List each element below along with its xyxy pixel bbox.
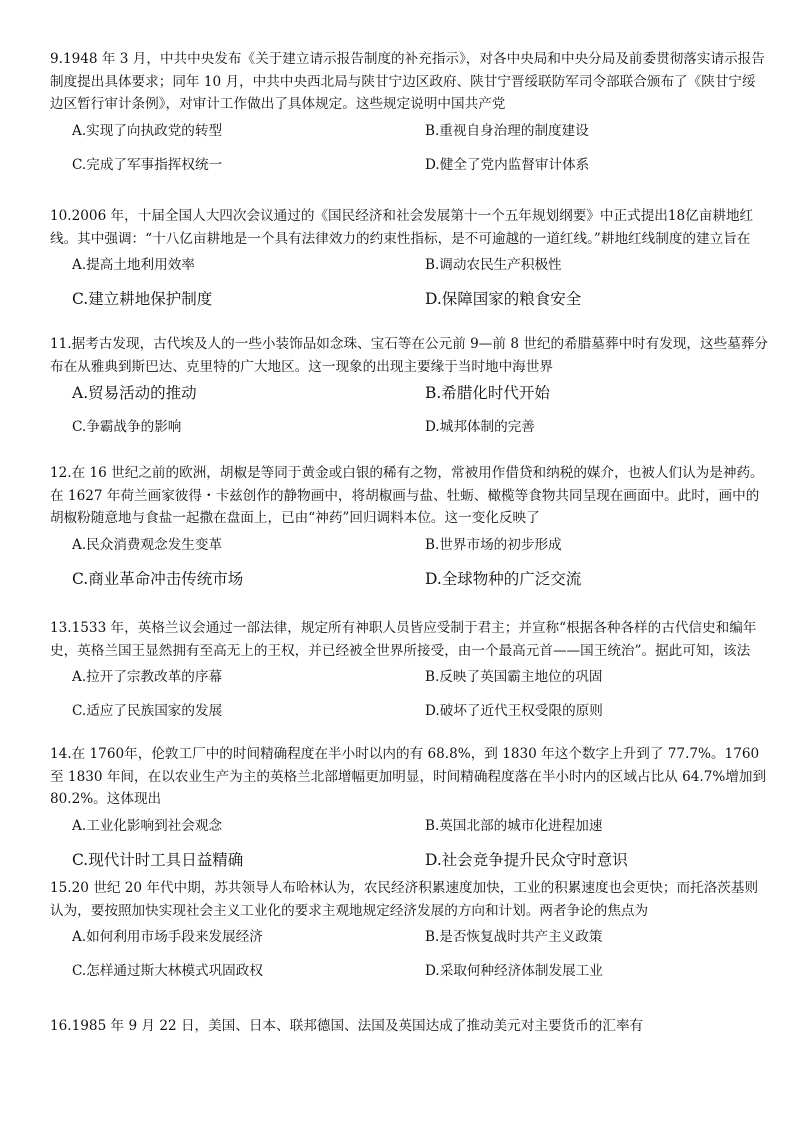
question-stem: 9.1948 年 3 月，中共中央发布《关于建立请示报告制度的补充指示》，对各中央局和中央分局及前委贯彻落实请示报告制度提出具体要求；同年 10 月，中共中央西北局与陕甘宁边区政府、陕甘宁晋绥联防军司令部联合颁布了《陕甘宁绥边区暂行审计条例》，对审计工作做出了具体规定。这些规定说明中国共产党 [50,51,765,112]
options-row [50,666,768,700]
question-stem: 16.1985 年 9 月 22 日，美国、日本、联邦德国、法国及英国达成了推动美元对主要货币的汇率有 [50,1018,644,1034]
option-b[interactable]: B.世界市场的初步形成 [425,536,562,553]
option-d[interactable]: D.城邦体制的完善 [425,419,535,435]
option-a[interactable]: A.实现了向执政党的转型 [72,122,223,139]
option-a[interactable]: A.如何利用市场手段来发展经济 [72,929,263,945]
options-row [50,416,768,450]
question-9 [50,48,768,188]
question-11 [50,333,768,450]
option-d[interactable]: D.健全了党内监督审计体系 [425,156,590,173]
option-c[interactable]: C.怎样通过斯大林模式巩固政权 [72,963,263,979]
question-stem: 10.2006 年，十届全国人大四次会议通过的《国民经济和社会发展第十一个五年规划纲要》中正式提出18亿亩耕地红线。其中强调：“十八亿亩耕地是一个具有法律效力的约束性指标，是不可逾越的一道红线。”耕地红线制度的建立旨在 [50,208,754,247]
question-stem: 15.20 世纪 20 年代中期，苏共领导人布哈林认为，农民经济积累速度加快，工业的积累速度也会更快；而托洛茨基则认为，要按照加快实现社会主义工业化的要求主观地规定经济发展的方向和计划。两者争论的焦点为 [50,880,759,919]
options-row [50,926,768,960]
option-d[interactable]: D.采取何种经济体制发展工业 [425,963,603,979]
option-b[interactable]: B.重视自身治理的制度建设 [425,122,589,139]
option-c[interactable]: C.适应了民族国家的发展 [72,703,223,719]
option-c[interactable]: C.完成了军事指挥权统一 [72,156,223,173]
option-b[interactable]: B.反映了英国霸主地位的巩固 [425,669,603,685]
question-stem: 11.据考古发现，古代埃及人的一些小装饰品如念珠、宝石等在公元前 9—前 8 世纪的希腊墓葬中时有发现，这些墓葬分布在从雅典到斯巴达、克里特的广大地区。这一现象的出现主要缘于当时地中海世界 [50,336,768,375]
question-stem: 14.在 1760年，伦敦工厂中的时间精确程度在半小时以内的有 68.8%，到 1830 年这个数字上升到了 77.7%。1760 至 1830 年间，在以农业生产为主的英格兰北部增幅更加明显，时间精确程度落在半小时内的区域占比从 64.7%增加到 80.2%。这体现出 [50,746,767,807]
option-a[interactable]: A.贸易活动的推动 [72,384,197,402]
options-row [50,700,768,734]
options-row [50,534,768,568]
option-d[interactable]: D.社会竞争提升民众守时意识 [425,850,628,869]
question-14 [50,743,768,883]
option-c[interactable]: C.商业革命冲击传统市场 [72,569,244,588]
options-row [50,960,768,994]
option-a[interactable]: A.民众消费观念发生变革 [72,536,223,553]
question-10 [50,205,768,322]
option-a[interactable]: A.拉开了宗教改革的序幕 [72,669,223,685]
question-stem: 13.1533 年，英格兰议会通过一部法律，规定所有神职人员皆应受制于君主；并宣称“根据各种各样的古代信史和编年史，英格兰国王显然拥有至高无上的王权，并已经被全世界所接受，由一个最高元首——国王统治”。据此可知，该法 [50,620,757,659]
option-b[interactable]: B.是否恢复战时共产主义政策 [425,929,603,945]
options-row [50,154,768,188]
options-row [50,382,768,416]
question-stem: 12.在 16 世纪之前的欧洲，胡椒是等同于黄金或白银的稀有之物，常被用作借贷和纳税的媒介，也被人们认为是神药。在 1627 年荷兰画家彼得・卡兹创作的静物画中，将胡椒画与盐、牡蛎、橄榄等食物共同呈现在画面中。此时，画中的胡椒粉随意地与食盐一起撒在盘面上，已由“神药”回归调料本位。这一变化反映了 [50,465,764,526]
options-row [50,254,768,288]
option-c[interactable]: C.现代计时工具日益精确 [72,850,244,869]
option-b[interactable]: B.英国北部的城市化进程加速 [425,817,603,834]
question-15 [50,877,768,994]
option-d[interactable]: D.破坏了近代王权受限的原则 [425,703,603,719]
question-16 [50,1015,768,1038]
question-13 [50,617,768,734]
question-12 [50,462,768,602]
option-a[interactable]: A.提高土地利用效率 [72,257,195,273]
options-row [50,815,768,849]
option-d[interactable]: D.全球物种的广泛交流 [425,569,582,588]
option-b[interactable]: B.调动农民生产积极性 [425,257,562,273]
options-row [50,288,768,322]
option-d[interactable]: D.保障国家的粮食安全 [425,290,582,308]
options-row [50,568,768,602]
option-c[interactable]: C.争霸战争的影响 [72,419,182,435]
options-row [50,120,768,154]
option-a[interactable]: A.工业化影响到社会观念 [72,817,223,834]
option-b[interactable]: B.希腊化时代开始 [425,384,550,402]
option-c[interactable]: C.建立耕地保护制度 [72,290,213,308]
